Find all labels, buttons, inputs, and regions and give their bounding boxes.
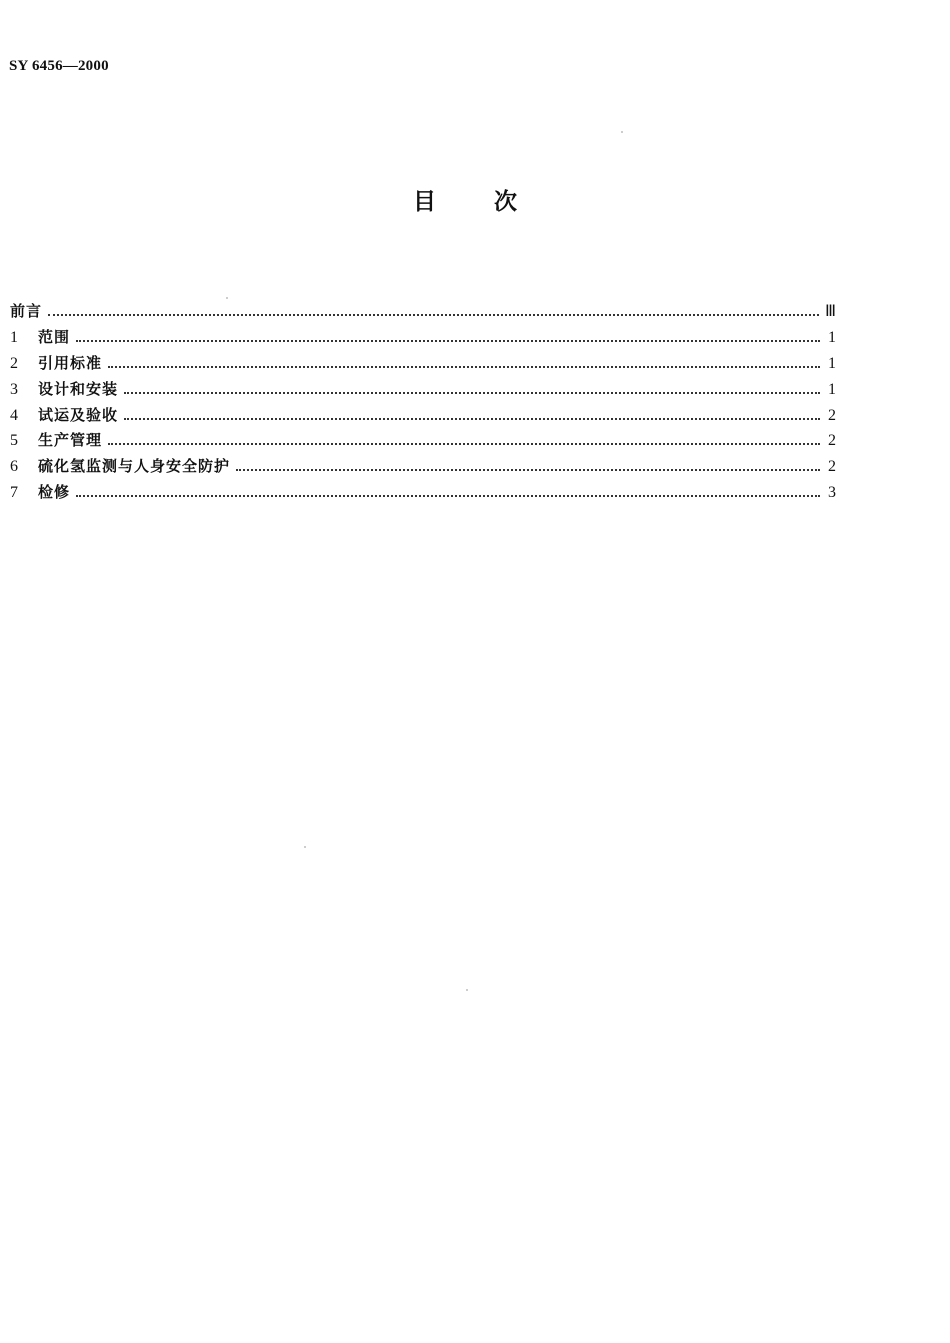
toc-entry-page: 3 bbox=[828, 484, 836, 502]
toc-entry-page: 1 bbox=[828, 380, 836, 398]
toc-entry-number: 1 bbox=[10, 328, 18, 346]
standard-number: SY 6456—2000 bbox=[9, 58, 109, 74]
toc-dot-leader bbox=[48, 313, 819, 316]
toc-dot-leader bbox=[236, 468, 820, 471]
scan-speck bbox=[621, 131, 623, 133]
toc-dot-leader bbox=[108, 442, 820, 445]
toc-entry-number: 7 bbox=[10, 484, 18, 502]
toc-entry-3[interactable] bbox=[10, 377, 836, 403]
toc-entry-label: 设计和安装 bbox=[38, 379, 119, 398]
toc-entry-label: 前言 bbox=[10, 302, 43, 320]
toc-entry-number: 5 bbox=[10, 432, 18, 450]
toc-entry-label: 硫化氢监测与人身安全防护 bbox=[38, 457, 231, 476]
table-of-contents bbox=[10, 299, 836, 506]
toc-dot-leader bbox=[124, 391, 820, 394]
toc-entry-foreword[interactable] bbox=[10, 299, 836, 325]
toc-entry-number: 4 bbox=[10, 406, 18, 424]
toc-entry-page: 1 bbox=[828, 354, 836, 372]
toc-entry-page: 2 bbox=[828, 432, 836, 450]
toc-entry-number: 3 bbox=[10, 380, 18, 398]
toc-dot-leader bbox=[76, 494, 820, 497]
toc-entry-page: 2 bbox=[828, 458, 836, 476]
toc-dot-leader bbox=[76, 339, 820, 342]
toc-entry-5[interactable] bbox=[10, 428, 836, 454]
toc-title-part1: 目 bbox=[413, 189, 436, 215]
toc-entry-number: 6 bbox=[10, 458, 18, 476]
toc-title-part2: 次 bbox=[494, 189, 517, 215]
toc-entry-label: 检修 bbox=[38, 483, 71, 502]
toc-entry-label: 范围 bbox=[38, 327, 71, 346]
toc-entry-page: 1 bbox=[828, 328, 836, 346]
toc-entry-page: Ⅲ bbox=[824, 303, 836, 320]
toc-entry-label: 试运及验收 bbox=[38, 405, 119, 424]
scan-speck bbox=[304, 846, 306, 848]
toc-entry-7[interactable] bbox=[10, 480, 836, 506]
toc-title bbox=[0, 183, 950, 216]
toc-entry-1[interactable] bbox=[10, 325, 836, 351]
toc-dot-leader bbox=[108, 365, 820, 368]
toc-entry-page: 2 bbox=[828, 406, 836, 424]
toc-entry-2[interactable] bbox=[10, 351, 836, 377]
toc-entry-label: 引用标准 bbox=[38, 353, 103, 372]
toc-entry-number: 2 bbox=[10, 354, 18, 372]
toc-entry-label: 生产管理 bbox=[38, 431, 103, 450]
scan-speck bbox=[226, 297, 228, 299]
toc-dot-leader bbox=[124, 417, 820, 420]
scan-speck bbox=[466, 989, 468, 991]
toc-entry-4[interactable] bbox=[10, 403, 836, 429]
toc-entry-6[interactable] bbox=[10, 454, 836, 480]
